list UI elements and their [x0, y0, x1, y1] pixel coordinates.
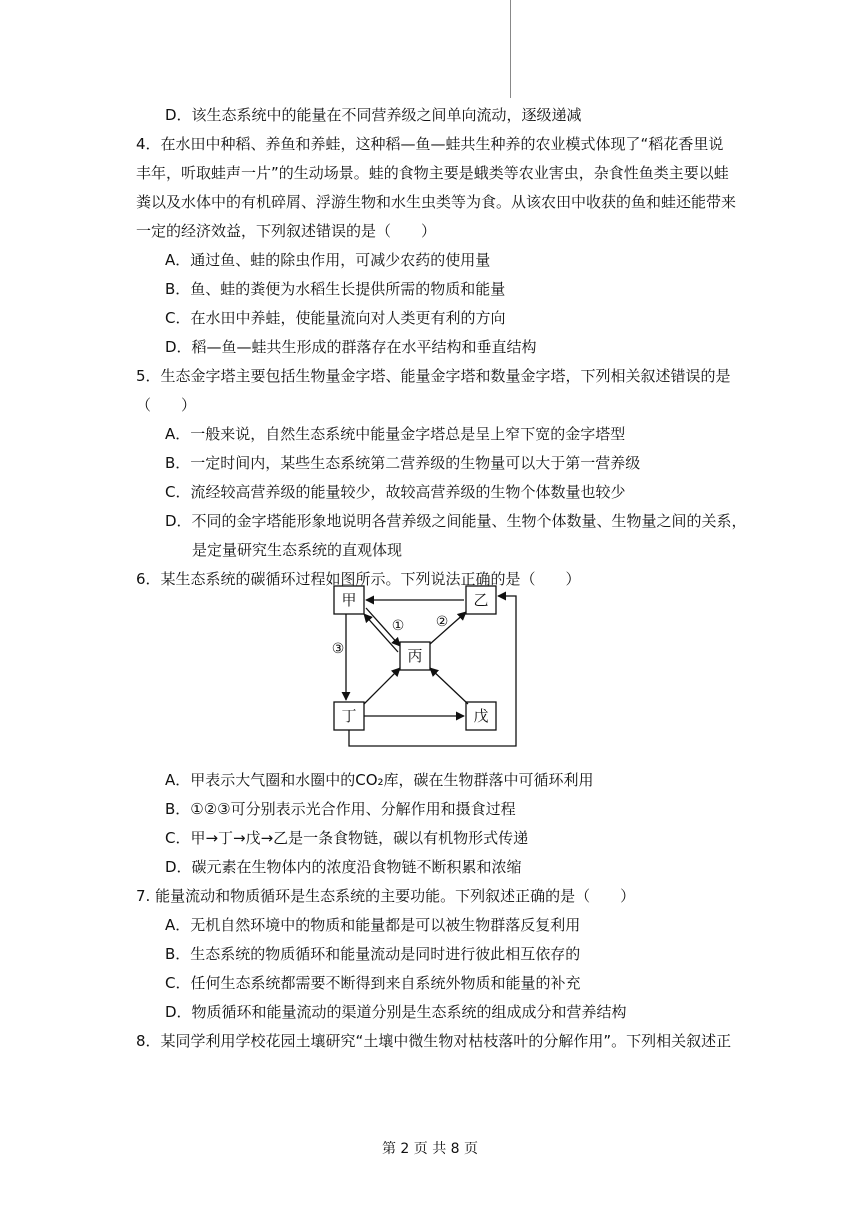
q8-stem: 8．某同学利用学校花园土壤研究“土壤中微生物对枯枝落叶的分解作用”。下列相关叙述正	[136, 1032, 732, 1050]
arrow-wu-to-bing	[430, 668, 468, 704]
q7-option-b: B．生态系统的物质循环和能量流动是同时进行彼此相互依存的	[165, 945, 581, 963]
q5-option-b: B．一定时间内，某些生态系统第二营养级的生物量可以大于第一营养级	[165, 454, 641, 472]
label-wu: 戊	[473, 707, 489, 725]
q4-option-a: A．通过鱼、蛙的除虫作用，可减少农药的使用量	[165, 251, 491, 269]
arrow-ding-to-bing	[364, 668, 400, 704]
label-ding: 丁	[341, 707, 357, 725]
q6-stem: 6．某生态系统的碳循环过程如图所示。下列说法正确的是（ ）	[136, 570, 581, 588]
q4-stem-line4: 一定的经济效益，下列叙述错误的是（ ）	[136, 222, 437, 240]
label-bing: 丙	[407, 647, 423, 665]
q4-option-c: C．在水田中养蛙，使能量流向对人类更有利的方向	[165, 309, 506, 327]
q5-option-c: C．流经较高营养级的能量较少，故较高营养级的生物个体数量也较少	[165, 483, 626, 501]
q4-stem-line2: 丰年，听取蛙声一片”的生动场景。蛙的食物主要是蛾类等农业害虫，杂食性鱼类主要以蛙	[136, 164, 729, 182]
label-jia: 甲	[341, 591, 357, 609]
q5-stem-line2: （ ）	[136, 396, 197, 414]
q4-stem-line3: 粪以及水体中的有机碎屑、浮游生物和水生虫类等为食。从该农田中收获的鱼和蛙还能带来	[136, 193, 737, 211]
page-footer: 第 2 页 共 8 页	[381, 1141, 479, 1157]
q7-option-a: A．无机自然环境中的物质和能量都是可以被生物群落反复利用	[165, 916, 581, 934]
q3-option-d: D．该生态系统中的能量在不同营养级之间单向流动，逐级递减	[165, 106, 582, 124]
q4-option-d: D．稻—鱼—蛙共生形成的群落存在水平结构和垂直结构	[165, 338, 537, 356]
q6-option-d: D．碳元素在生物体内的浓度沿食物链不断积累和浓缩	[165, 858, 522, 876]
q6-option-c: C．甲→丁→戊→乙是一条食物链，碳以有机物形式传递	[165, 829, 529, 847]
scan-edge-line	[510, 0, 511, 98]
q7-option-c: C．任何生态系统都需要不断得到来自系统外物质和能量的补充	[165, 974, 581, 992]
q7-stem: 7. 能量流动和物质循环是生态系统的主要功能。下列叙述正确的是（ ）	[136, 887, 636, 905]
q6-option-b: B．①②③可分别表示光合作用、分解作用和摄食过程	[165, 800, 516, 818]
q5-option-d-line2: 是定量研究生态系统的直观体现	[192, 541, 403, 559]
q6-option-a: A．甲表示大气圈和水圈中的CO₂库，碳在生物群落中可循环利用	[165, 771, 594, 789]
q5-option-a: A．一般来说，自然生态系统中能量金字塔总是呈上窄下宽的金字塔型	[165, 425, 626, 443]
q4-option-b: B．鱼、蛙的粪便为水稻生长提供所需的物质和能量	[165, 280, 506, 298]
carbon-cycle-diagram	[320, 580, 520, 752]
label-yi: 乙	[473, 591, 489, 609]
q5-option-d-line1: D．不同的金字塔能形象地说明各营养级之间能量、生物个体数量、生物量之间的关系，	[165, 512, 747, 530]
label-circle-1: ①	[391, 618, 405, 634]
label-circle-3: ③	[331, 641, 345, 657]
q5-stem-line1: 5．生态金字塔主要包括生物量金字塔、能量金字塔和数量金字塔，下列相关叙述错误的是	[136, 367, 731, 385]
q7-option-d: D．物质循环和能量流动的渠道分别是生态系统的组成成分和营养结构	[165, 1003, 627, 1021]
q4-stem-line1: 4．在水田中种稻、养鱼和养蛙，这种稻—鱼—蛙共生种养的农业模式体现了“稻花香里说	[136, 135, 724, 153]
label-circle-2: ②	[435, 614, 449, 630]
